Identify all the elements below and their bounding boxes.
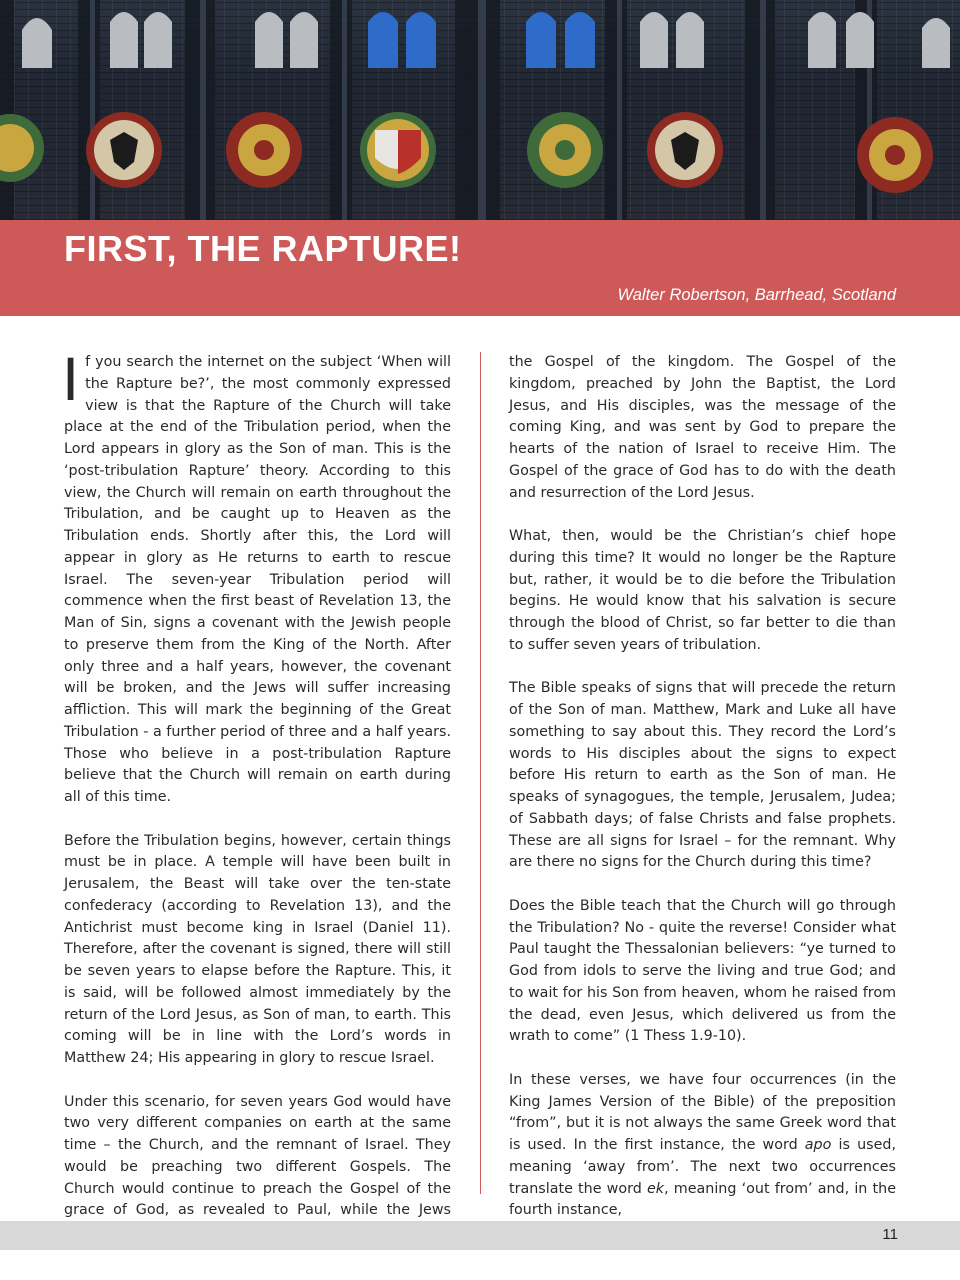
footer-bar xyxy=(0,1221,960,1250)
drop-cap: I xyxy=(62,346,80,414)
paragraph: Under this scenario, for seven years God would have two very different companies on earth at the same time – the Church, and the remnant of Israel. They would be preaching two different Gospels. The Church would continue to preach the Gospel of the grace of God, as revealed to Paul, while the Jews xyxy=(64,1093,451,1219)
header-photo xyxy=(0,0,960,220)
brick-facade-illustration xyxy=(0,0,960,220)
paragraph: The Bible speaks of signs that will precede the return of the Son of man. Matthew, Mark and Luke all have something to say about this. They record the Lord’s words to His disciples about the signs to expect before His return to earth as the Son of man. He speaks of synagogues, the temple, Jerusalem, Judea; of Sabbath days; of false Christs and false prophets. These are all signs for Israel – for the remnant. Why are there no signs for the Church during this time? xyxy=(509,680,896,871)
paragraph: Before the Tribulation begins, however, certain things must be in place. A temple will have been built in Jerusalem, the Beast will take over the ten-state confederacy (according to Revelation 13), and the Antichrist must become king in Israel (Daniel 11). Therefore, after the covenant is signed, there will still be seven years to elapse before the Rapture. This, it is said, will be followed almost immediately by the return of the Lord Jesus, as Son of man, to earth. This coming will be in line with the Lord’s words in Matthew 24; His appearing in glory to rescue Israel. xyxy=(64,832,451,1066)
left-column xyxy=(62,346,451,1266)
greek-word-apo: apo xyxy=(804,1137,832,1153)
paragraph-text: f you search the internet on the subject ‘When will the Rapture be?’, the most commonly expressed view is that the Rapture of the Church will take place at the end of the Tribulation period, when the Lord appears in glory as the Son of man. This is the ‘post-tribulation Rapture’ theory. According to this view, the Church will remain on earth throughout the Tribulation, and be caught up to Heaven as the Tribulation ends. Shortly after this, the Lord will appear in glory as He returns to earth to rescue Israel. The seven-year Tribulation period will commence when the first beast of Revelation 13, the Man of Sin, signs a covenant with the Jewish people to preserve them from the King of the North. After only three and a half years, however, the covenant will be broken, and the Jews will suffer increasing affliction. This will mark the beginning of the Great Tribulation - a further period of three and a half years. Those who believe in a post-tribulation Rapture believe that the Church will remain on earth during all of this time. xyxy=(64,354,451,805)
greek-word-ek: ek xyxy=(647,1180,665,1197)
paragraph: the Gospel of the kingdom. The Gospel of the kingdom, preached by John the Baptist, the Lord Jesus, and His disciples, was the message of the coming King, and was sent by God to prepare the hearts of the nation of Israel to receive Him. The Gospel of the grace of God has to do with the death and resurrection of the Lord Jesus. xyxy=(509,354,896,501)
paragraph: In these verses, we have four occurrences (in the King James Version of the Bible) of the preposition “from”, but it is not always the same Greek word that is used. In the first instance, the word apo is used, meaning ‘away from’. The next two occurrences translate the word ek, meaning ‘out from’ and, in the fourth instance, xyxy=(509,1071,896,1219)
page-number: 11 xyxy=(882,1226,898,1243)
paragraph xyxy=(62,346,451,809)
article-author: Walter Robertson, Barrhead, Scotland xyxy=(617,286,896,304)
article-title: FIRST, THE RAPTURE! xyxy=(64,228,462,269)
right-column xyxy=(509,352,896,1244)
column-divider xyxy=(480,352,481,1194)
paragraph: Does the Bible teach that the Church will go through the Tribulation? No - quite the reverse! Consider what Paul taught the Thessalonian believers: “ye turned to God from idols to serve the living and true God; and to wait for his Son from heaven, whom he raised from the dead, even Jesus, which delivered us from the wrath to come” (1 Thess 1.9-10). xyxy=(509,897,896,1045)
paragraph: What, then, would be the Christian’s chief hope during this time? It would no longer be the Rapture but, rather, it would be to die before the Tribulation begins. He would know that his salvation is secure through the blood of Christ, so far better to die than to suffer seven years of tribulation. xyxy=(509,528,896,653)
